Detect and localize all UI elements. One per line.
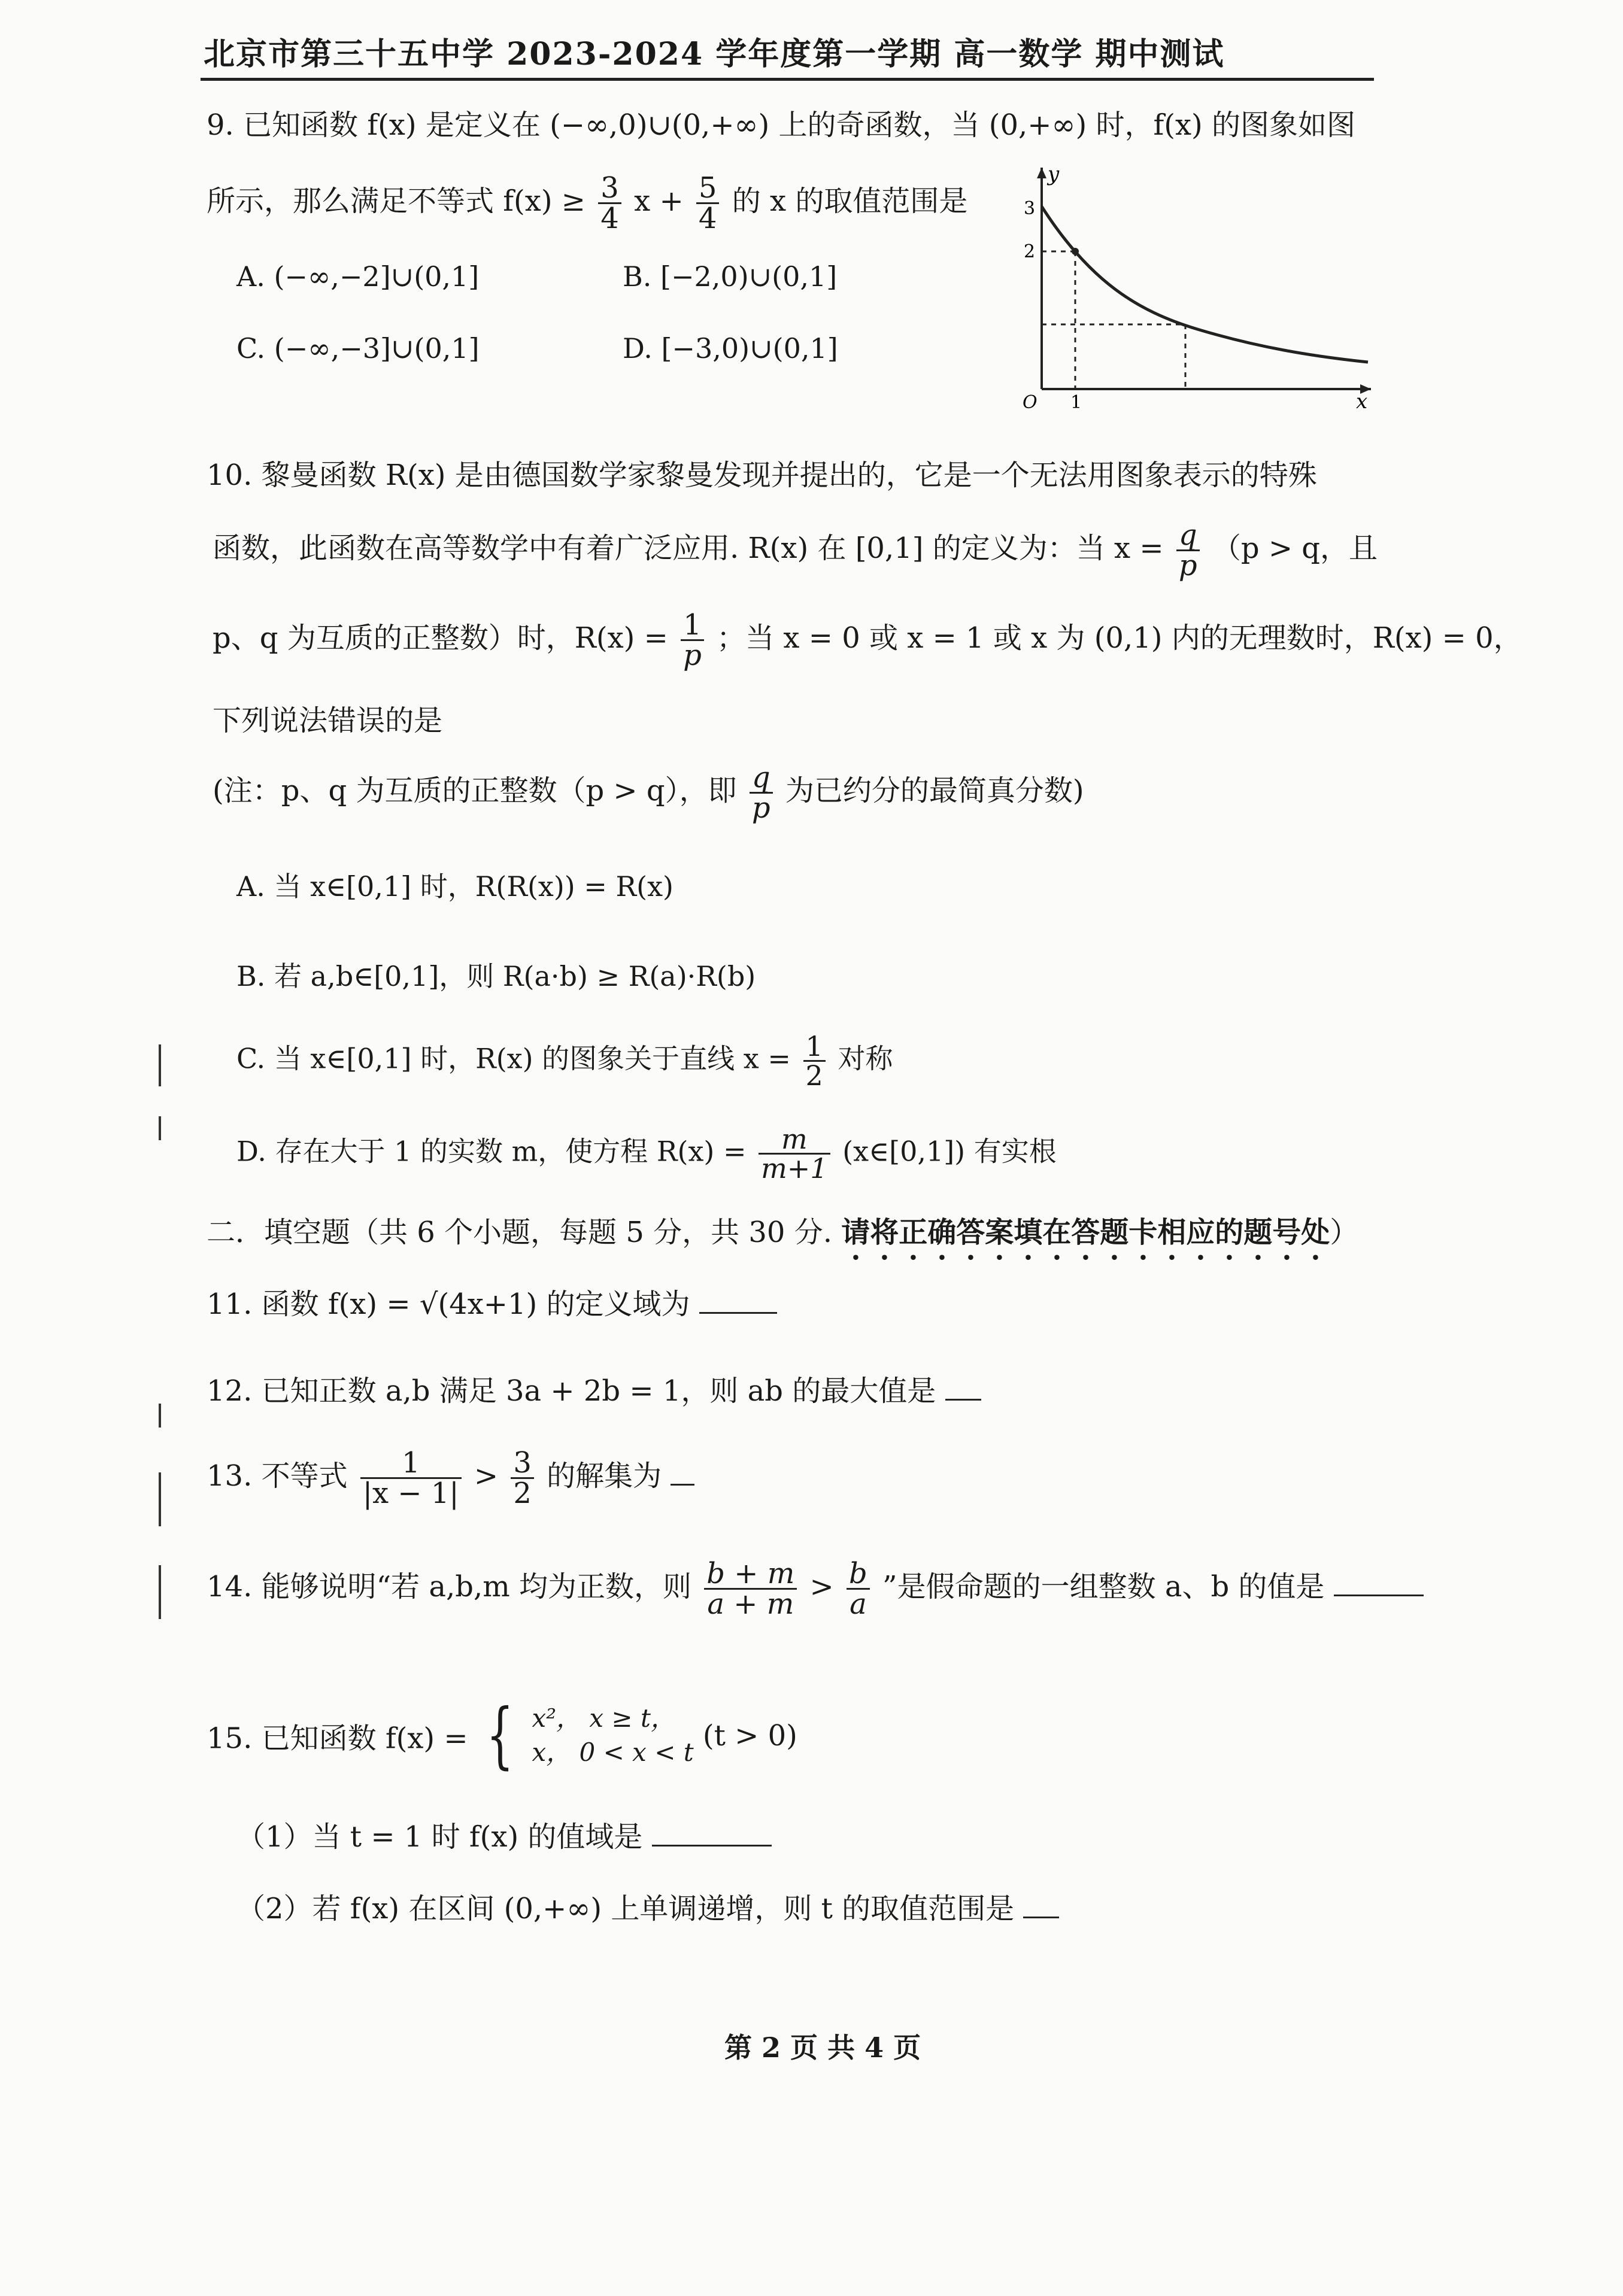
q10-line3-pre: p、q 为互质的正整数）时，R(x) =: [213, 621, 668, 655]
q9-line2: [207, 171, 968, 235]
q10-line4: 下列说法错误的是: [213, 704, 443, 737]
q13-frac1-den: |x − 1|: [362, 1477, 459, 1510]
q15-cond: (t > 0): [702, 1719, 797, 1753]
q13-frac2-den: 2: [513, 1477, 532, 1510]
q14-pre: 14. 能够说明“若 a,b,m 均为正数，则: [207, 1570, 692, 1603]
q10-line2: [213, 518, 1378, 582]
q14-frac1-num: b + m: [704, 1559, 797, 1590]
q10-option-c-den: 2: [805, 1059, 823, 1092]
q14-gt: >: [809, 1570, 834, 1603]
q14-frac2-den: a: [850, 1587, 867, 1621]
q15-sub1-answer-blank[interactable]: [652, 1816, 772, 1846]
q10-note-frac-q: q: [750, 763, 773, 794]
q9-frac1-num: 3: [598, 174, 621, 204]
q14-post: ”是假命题的一组整数 a、b 的值是: [882, 1570, 1325, 1603]
q11-text: 11. 函数 f(x) = √(4x+1) 的定义域为: [207, 1287, 690, 1321]
q13-answer-blank[interactable]: [671, 1455, 694, 1486]
q14: [207, 1557, 1424, 1621]
q9-graph-tick-3: 3: [1024, 198, 1036, 219]
q15-pre: 15. 已知函数 f(x) =: [207, 1721, 468, 1756]
q14-frac1: [704, 1557, 797, 1621]
q13-post: 的解集为: [547, 1459, 662, 1493]
q10-option-d-num: m: [759, 1125, 830, 1155]
q12-answer-blank[interactable]: [945, 1370, 981, 1401]
q9-frac2: [696, 171, 720, 235]
q9-option-c: C. (−∞,−3]∪(0,1]: [236, 332, 480, 365]
q10-option-c: [236, 1030, 893, 1092]
q10-line3-post: ；当 x = 0 或 x = 1 或 x 为 (0,1) 内的无理数时，R(x) = 0，: [717, 621, 1522, 655]
q10-note-pre: (注：p、q 为互质的正整数（p > q），即: [213, 774, 737, 807]
q10-option-d-den: m+1: [761, 1152, 828, 1185]
q10-frac-q: q: [1176, 521, 1200, 551]
page-footer: 第 2 页 共 4 页: [724, 2031, 921, 2064]
q9-graph-tick-1: 1: [1070, 392, 1082, 413]
q9-line2-post: 的 x 的取值范围是: [732, 184, 968, 218]
q10-option-d-pre: D. 存在大于 1 的实数 m，使方程 R(x) =: [236, 1135, 747, 1168]
q15-sub1: [236, 1814, 772, 1855]
q10-option-c-frac: [803, 1030, 826, 1092]
q10-note-post: 为已约分的最简真分数): [785, 774, 1084, 807]
q14-frac1-den: a + m: [707, 1587, 794, 1621]
q9-graph-label-x: x: [1356, 390, 1368, 413]
q14-answer-blank[interactable]: [1334, 1566, 1424, 1596]
q9-graph-y-arrow: [1037, 168, 1046, 178]
q10-frac-qp: [1176, 518, 1200, 582]
q15-sub1-text: （1）当 t = 1 时 f(x) 的值域是: [236, 1820, 643, 1854]
q9-graph-label-y: y: [1048, 162, 1060, 186]
q15-sub2-answer-blank[interactable]: [1023, 1888, 1059, 1918]
q13-frac1-num: 1: [360, 1448, 462, 1479]
q12: [207, 1368, 981, 1409]
margin-mark-2: [159, 1116, 161, 1140]
q9-line2-pre: 所示，那么满足不等式 f(x) ≥: [207, 184, 586, 218]
q13-frac2: [511, 1448, 534, 1508]
q9-frac1-den: 4: [600, 202, 619, 235]
q10-frac-p: p: [1178, 549, 1197, 582]
q10-option-d-post: (x∈[0,1]) 有实根: [842, 1135, 1057, 1168]
q13-gt: >: [474, 1459, 499, 1493]
q14-frac2: [847, 1557, 870, 1621]
q15-piecewise: [532, 1702, 694, 1769]
q9-mid: x +: [634, 184, 684, 218]
q15-case2: x， 0 < x < t: [532, 1738, 694, 1767]
q10-option-d: [236, 1123, 1057, 1185]
q10-frac-p2: p: [683, 639, 702, 672]
q9-graph-tick-2: 2: [1024, 241, 1036, 262]
section2-heading-post: ）: [1330, 1216, 1359, 1249]
q10-frac-one: 1: [681, 611, 704, 641]
q9-graph-curve: [1042, 206, 1368, 362]
q10-line2-pre: 函数，此函数在高等数学中有着广泛应用. R(x) 在 [0,1] 的定义为：当 x =: [213, 532, 1164, 565]
q12-text: 12. 已知正数 a,b 满足 3a + 2b = 1，则 ab 的最大值是: [207, 1374, 936, 1408]
q10-note-frac-p: p: [751, 791, 770, 825]
margin-mark-3: [159, 1404, 161, 1428]
q9-frac1: [598, 171, 621, 235]
q13-frac2-num: 3: [511, 1448, 534, 1479]
q13-frac1: [360, 1448, 462, 1508]
q9-line1: 9. 已知函数 f(x) 是定义在 (−∞,0)∪(0,+∞) 上的奇函数，当 (0,+∞) 时，f(x) 的图象如图: [207, 108, 1356, 142]
q11: [207, 1281, 777, 1322]
q13: [207, 1448, 694, 1508]
section2-heading-pre: 二．填空题（共 6 个小题，每题 5 分，共 30 分.: [207, 1216, 842, 1249]
q11-answer-blank[interactable]: [699, 1283, 777, 1314]
q9-frac2-den: 4: [698, 202, 717, 235]
margin-mark-4: [159, 1472, 161, 1526]
q15: [207, 1694, 797, 1777]
q10-option-a: A. 当 x∈[0,1] 时，R(R(x)) = R(x): [236, 870, 674, 903]
section2-heading-dotted: 请将正确答案填在答题卡相应的题号处: [841, 1216, 1330, 1249]
q10-option-c-num: 1: [803, 1032, 826, 1062]
q15-sub2-text: （2）若 f(x) 在区间 (0,+∞) 上单调递增，则 t 的取值范围是: [236, 1892, 1015, 1926]
q10-line2-post: （p > q，且: [1212, 532, 1378, 565]
q14-frac2-num: b: [847, 1559, 870, 1590]
q9-graph: [1018, 162, 1377, 413]
page-header: 北京市第三十五中学 2023-2024 学年度第一学期 高一数学 期中测试: [204, 36, 1225, 72]
header-rule: [201, 78, 1374, 81]
q9-option-a: A. (−∞,−2]∪(0,1]: [236, 260, 480, 293]
q13-pre: 13. 不等式: [207, 1459, 348, 1493]
q9-option-b: B. [−2,0)∪(0,1]: [623, 260, 838, 293]
q15-brace-icon: {: [486, 1694, 514, 1777]
q10-line1: 10. 黎曼函数 R(x) 是由德国数学家黎曼发现并提出的，它是一个无法用图象表示的特殊: [207, 458, 1317, 492]
q10-option-b: B. 若 a,b∈[0,1]，则 R(a·b) ≥ R(a)·R(b): [236, 960, 756, 992]
margin-mark-1: [159, 1044, 161, 1086]
q9-option-d: D. [−3,0)∪(0,1]: [623, 332, 838, 365]
q15-sub2: [236, 1885, 1059, 1927]
q10-note-frac: [750, 761, 773, 825]
q10-option-c-post: 对称: [838, 1042, 893, 1075]
q10-option-d-frac: [759, 1123, 830, 1185]
q10-frac-1p: [681, 608, 704, 672]
q9-frac2-num: 5: [696, 174, 720, 204]
section2-heading: [207, 1209, 1358, 1267]
margin-mark-5: [159, 1565, 161, 1619]
q9-graph-origin: O: [1023, 392, 1037, 413]
q10-note: [213, 761, 1084, 825]
q10-option-c-pre: C. 当 x∈[0,1] 时，R(x) 的图象关于直线 x =: [236, 1042, 791, 1075]
q15-case1: x²， x ≥ t，: [532, 1703, 676, 1733]
q10-line3: [213, 608, 1522, 672]
